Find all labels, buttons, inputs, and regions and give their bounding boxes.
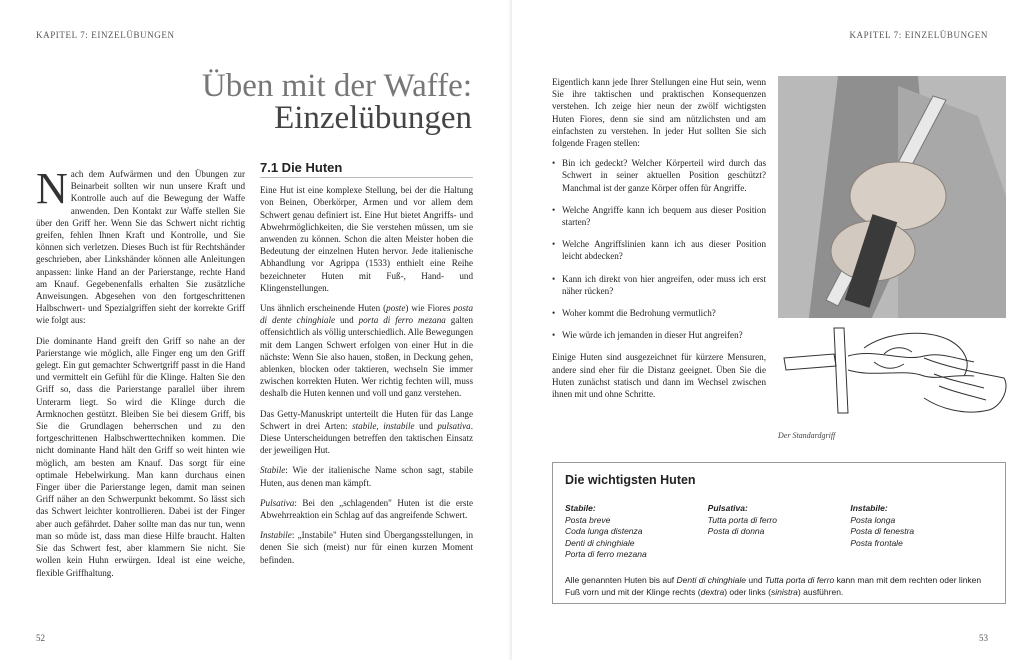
text-run: Uns ähnlich erscheinende Huten ( — [260, 303, 387, 314]
text-run: ) ausführen. — [797, 586, 844, 597]
text-run: und — [746, 574, 765, 585]
text-run: galten offensichtlich als völlig unterschiedlich. Alle Bewegungen mit dem Langen Schwert erfolgen von einer Hut in die nächste: Wenn Sie also hauen, stoßen, in Deckung gehen, ablenken, blocken oder taktieren, wechseln Sie immer zwischen korrekten Huten. Wer richtig fechten will, muss deshalb die Huten kennen und voll und ganz verstehen. — [260, 315, 473, 399]
section-heading: 7.1 Die Huten — [260, 162, 473, 178]
question-item: • Welche Angriffslinien kann ich aus dieser Position leicht abdecken? — [552, 238, 766, 262]
right-page — [512, 0, 1024, 660]
stabile-paragraph — [260, 464, 473, 488]
term-porta-ferro: porta di ferro mezana — [358, 315, 446, 326]
text-run: ) wie Fiores — [405, 303, 454, 314]
infobox-footnote — [565, 574, 993, 598]
instabile-paragraph — [260, 529, 473, 566]
grip-sketch — [774, 318, 1014, 430]
intro-paragraph — [36, 164, 245, 327]
question-item: • Wie würde ich jemanden in dieser Hut angreifen? — [552, 329, 766, 341]
page-number-left: 52 — [36, 633, 45, 643]
grip-photo — [778, 76, 1006, 326]
huten-paragraph-1: Eine Hut ist eine komplexe Stellung, bei der die Haltung von Beinen, Oberkörper, Armen und vor allem dem Schwert genau definiert ist. Eine Hut bietet Angriffs- und Abwehrmöglichkeiten, die Sie verstehen müssen, um sie anwenden zu können. Schon die alten Meister hoben die Bedeutung der einzelnen Huten hervor. Jede italienische Abhandlung vor Agrippa (1533) enthielt eine Reihe bezeichneter Huten mit Fuß-, Hand- und Klingenstellungen. — [260, 185, 473, 293]
question-item: • Bin ich gedeckt? Welcher Körperteil wird durch das Schwert in seiner aktuellen Position geschützt? Manchmal ist der ganze Körper offen für Angriffe. — [552, 157, 766, 194]
drop-cap: N — [36, 164, 68, 213]
page-number-right: 53 — [979, 633, 988, 643]
term-types: stabile, instabile — [352, 420, 415, 431]
text-run: und — [414, 420, 438, 431]
term-pulsativa: pulsativa — [437, 420, 471, 431]
text-run: : „Instabile" Huten sind Übergangsstellungen, in denen Sie sich (meist) nur für einen kurzen Moment befinden. — [260, 530, 473, 565]
infobox-heading: Pulsativa: — [707, 503, 748, 513]
infobox-heading: Instabile: — [850, 503, 888, 513]
term-tutta-porta: Tutta porta di ferro — [764, 574, 835, 585]
huten-infobox — [552, 462, 1006, 604]
running-head-left: KAPITEL 7: EINZELÜBUNGEN — [36, 30, 175, 40]
figure-caption: Der Standardgriff — [778, 431, 836, 440]
term-denti: Denti di chinghiale — [676, 574, 746, 585]
infobox-item: Posta di donna — [707, 526, 765, 536]
huten-paragraph-3 — [260, 408, 473, 457]
chapter-title-line2: Einzelübungen — [274, 100, 472, 136]
text-run: und — [335, 315, 359, 326]
hut-outro-paragraph: Einige Huten sind ausgezeichnet für kürzere Mensuren, andere sind eher für die Distanz geeignet. Üben Sie die Huten zunächst statisch und dann im Wechsel zwischen ihnen mit und ohne Schritte. — [552, 352, 766, 400]
infobox-columns — [565, 503, 993, 561]
infobox-title: Die wichtigsten Huten — [565, 473, 696, 487]
hut-intro-paragraph: Eigentlich kann jede Ihrer Stellungen eine Hut sein, wenn Sie ihre taktischen und praktischen Konsequenzen verstehen. Ich zeige hier neun der zwölf wichtigsten Huten Fiores, denn sie sind am nützlichsten und am einfachsten zu verstehen. In jeder Hut sollten Sie sich folgende Fragen stellen: — [552, 77, 766, 149]
question-list — [552, 157, 766, 341]
label-pulsativa: Pulsativa — [260, 497, 295, 508]
text-run: : Wie der italienische Name schon sagt, stabile Huten, aus denen man kämpft. — [260, 465, 473, 488]
left-column-2 — [260, 162, 473, 574]
infobox-heading: Stabile: — [565, 503, 596, 513]
term-dextra: dextra — [700, 586, 725, 597]
grip-sketch-drawing — [774, 318, 1014, 430]
chapter-title — [202, 70, 472, 134]
left-column-1 — [36, 164, 245, 587]
infobox-item: Tutta porta di ferro — [707, 514, 777, 525]
grip-paragraph: Die dominante Hand greift den Griff so nahe an der Parierstange wie möglich, alle Finger eng um den Griff gelegt. Ein gut gemachter Schwertgriff passt in die Hand und vermittelt ein Gefühl für die Klinge. Halten Sie den Griff so, dass die Parierstange parallel über ihrem Unterarm liegt. So wird die Klinge durch die Armknochen gestützt. Bleiben Sie bei diesem Griff, bis Sie die Grundlagen beherrschen und zu den fortgeschrittenen Halbschwerttechniken kommen. Die nicht dominante Hand hält den Griff so weit hinten wie möglich, am besten am Knauf. Das sorgt für eine optimale Hebelwirkung. Man kann durchaus einen Finger über die Parierstange legen, damit man seinen Griff näher an den Schwerpunkt bekommt. So lässt sich das Schwert leichter kontrollieren. Dabei ist der Finger aber auch gefährdet. Daher sollte man das nur tun, wenn man so müde ist, dass man diese Hilfe braucht. Halten Sie das Schwert fest, aber klammern Sie nicht. Sie wollen kein Huhn erwürgen. Ideal ist eine weiche, flexible Griffhaltung. — [36, 335, 245, 578]
infobox-item: Coda lunga distenza — [565, 526, 643, 536]
text-run: : Bei den „schlagenden" Huten ist die erste Abwehrreaktion ein Schlag auf das angreifende Schwert. — [260, 497, 473, 521]
text-run: Das Getty-Manuskript unterteilt die Huten für das Lange Schwert in drei Arten: — [260, 408, 473, 431]
text-run: Alle genannten Huten bis auf — [565, 574, 677, 585]
infobox-column-stabile — [565, 503, 708, 561]
question-item: • Kann ich direkt von hier angreifen, oder muss ich erst näher rücken? — [552, 273, 766, 297]
chapter-title-line1: Üben mit der Waffe: — [201, 68, 472, 104]
infobox-item: Denti di chinghiale — [565, 537, 635, 548]
question-item: • Woher kommt die Bedrohung vermutlich? — [552, 307, 766, 319]
infobox-item: Posta frontale — [850, 537, 903, 548]
infobox-item: Posta longa — [850, 514, 896, 525]
infobox-item: Porta di ferro mezana — [565, 549, 647, 559]
running-head-right: KAPITEL 7: EINZELÜBUNGEN — [849, 30, 988, 40]
intro-text: ach dem Aufwärmen und den Übungen zur Beinarbeit sollten wir nun unsere Kraft und Kontrolle auch auf die Bewegung der Waffe anwenden. Den Kontakt zur Waffe stellen Sie über den Griff her. Wenn Sie das Schwert nicht richtig greifen, fehlen Ihnen Kraft und Kontrolle, und Sie können sich verletzen. Dieses Buch ist für Rechtshänder geschrieben, aber Linkshänder können alle Anleitungen anpassen: linke Hand an der Parierstange, rechte Hand am Knauf. Gegebenenfalls erhalten Sie zusätzliche Anweisungen. Abgesehen von den fortgeschrittenen Halbschwert- und Spezialgriffen sieht der korrekte Griff wie folgt aus: — [36, 169, 245, 326]
question-item: • Welche Angriffe kann ich bequem aus dieser Position starten? — [552, 204, 766, 228]
grip-photo-illustration — [778, 76, 1006, 326]
huten-paragraph-2 — [260, 302, 473, 400]
infobox-item: Posta di fenestra — [850, 526, 915, 536]
infobox-column-pulsativa — [708, 503, 851, 561]
pulsativa-paragraph — [260, 497, 473, 521]
term-poste: poste — [386, 303, 406, 314]
text-run: ) oder links ( — [724, 586, 771, 597]
label-stabile: Stabile — [260, 465, 286, 476]
right-column-text — [552, 76, 766, 408]
infobox-column-instabile — [850, 503, 993, 561]
term-posta-dente: posta di dente chinghiale — [260, 303, 473, 326]
text-run: kann man mit dem rechten oder linken Fuß vorn und mit der Klinge rechts ( — [565, 574, 982, 597]
infobox-item: Posta breve — [565, 514, 611, 525]
text-run: . Diese Unterscheidungen betreffen den taktischen Einsatz der jeweiligen Hut. — [260, 420, 473, 456]
label-instabile: Instabile — [260, 530, 292, 541]
term-sinistra: sinistra — [770, 586, 798, 597]
